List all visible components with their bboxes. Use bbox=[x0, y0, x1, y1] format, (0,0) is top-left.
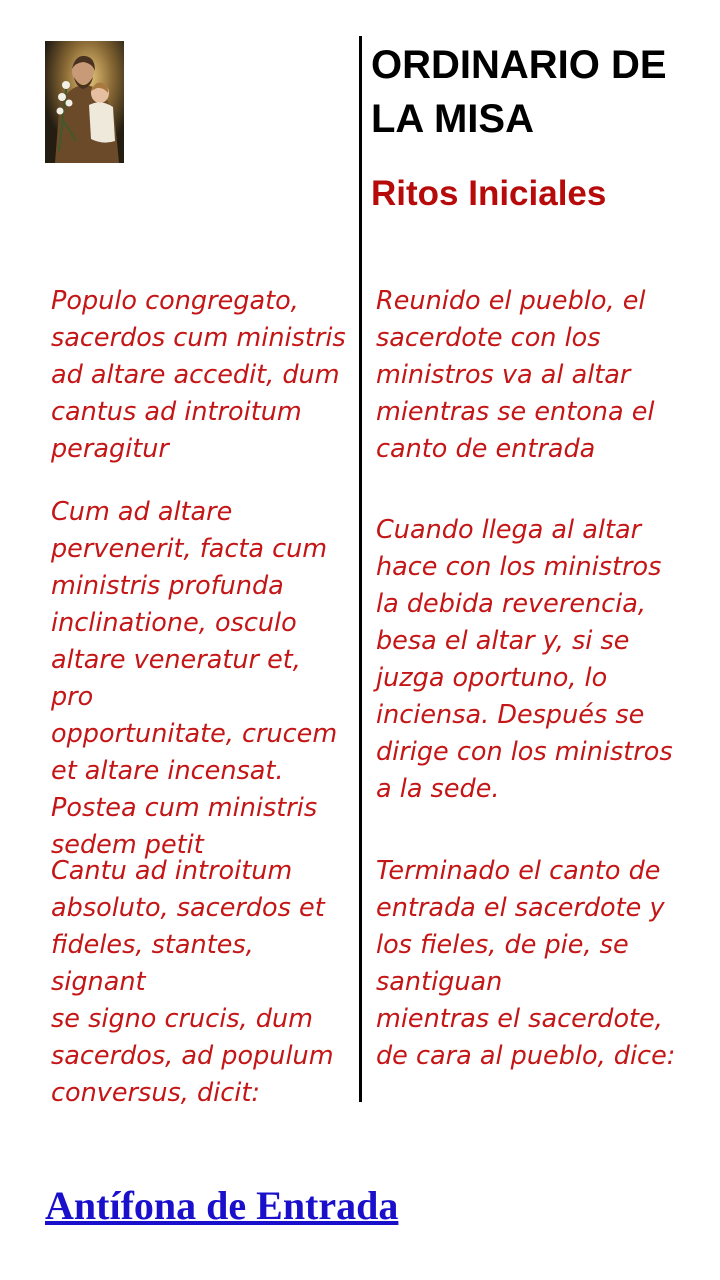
column-divider bbox=[359, 36, 362, 1102]
saint-joseph-with-child-icon bbox=[45, 41, 124, 163]
page-title: ORDINARIO DE LA MISA bbox=[371, 43, 667, 141]
latin-rubric: Cum ad altare pervenerit, facta cum ministris profunda inclinatione, osculo altare veneratur et, pro opportunitate, crucem et altare incensat. Postea cum ministris sedem petit bbox=[51, 497, 338, 860]
entrance-antiphon-link[interactable]: Antífona de Entrada bbox=[45, 1183, 399, 1228]
saint-joseph-image bbox=[45, 41, 124, 163]
section-subtitle: Ritos Iniciales bbox=[371, 174, 607, 213]
spanish-rubric: Terminado el canto de entrada el sacerdote y los fieles, de pie, se santiguan mientras el sacerdote, de cara al pueblo, dice: bbox=[376, 856, 676, 1071]
spanish-rubric: Reunido el pueblo, el sacerdote con los ministros va al altar mientras se entona el canto de entrada bbox=[376, 286, 655, 464]
spanish-rubric: Cuando llega al altar hace con los ministros la debida reverencia, besa el altar y, si se juzga oportuno, lo inciensa. Después se dirige con los ministros a la sede. bbox=[376, 515, 673, 804]
latin-rubric: Populo congregato, sacerdos cum ministris ad altare accedit, dum cantus ad introitum peragitur bbox=[51, 286, 346, 464]
latin-rubric: Cantu ad introitum absoluto, sacerdos et fideles, stantes, signant se signo crucis, dum sacerdos, ad populum conversus, dicit: bbox=[51, 856, 334, 1108]
